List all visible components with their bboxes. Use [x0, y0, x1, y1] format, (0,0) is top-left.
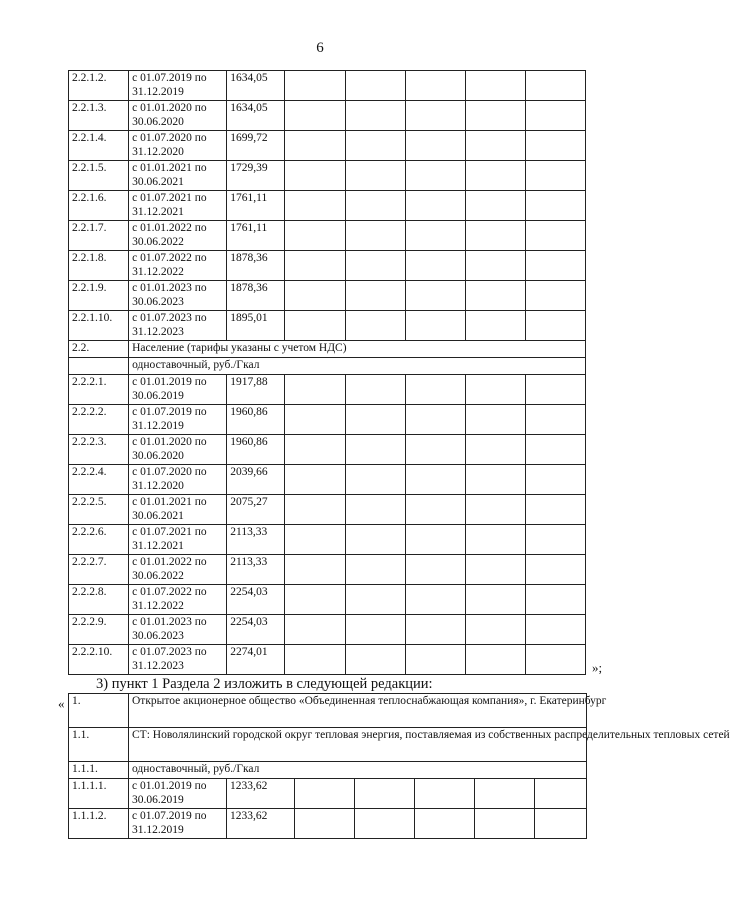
empty-cell: [285, 495, 345, 525]
empty-cell: [465, 375, 525, 405]
empty-cell: [405, 191, 465, 221]
period-cell: [129, 435, 227, 465]
empty-cell: [345, 71, 405, 101]
empty-cell: [295, 809, 355, 839]
row-code: 2.2.1.8.: [69, 251, 129, 281]
closing-quote-mark: »;: [592, 660, 603, 675]
empty-cell: [475, 779, 535, 809]
table-row: [69, 762, 587, 779]
table-row: [69, 615, 586, 645]
tariff-value: 1233,62: [227, 779, 295, 809]
empty-cell: [285, 131, 345, 161]
empty-cell: [405, 585, 465, 615]
empty-cell: [345, 251, 405, 281]
table-row: [69, 809, 587, 839]
period-end: 30.06.2022: [132, 235, 184, 248]
empty-cell: [475, 809, 535, 839]
period-cell: [129, 585, 227, 615]
period-cell: [129, 555, 227, 585]
period-start: с 01.01.2020 по: [132, 102, 207, 114]
empty-cell: [405, 221, 465, 251]
empty-cell: [465, 465, 525, 495]
row-code-empty: [69, 358, 129, 375]
table-row: [69, 694, 587, 728]
empty-cell: [405, 555, 465, 585]
empty-cell: [285, 161, 345, 191]
empty-cell: [405, 435, 465, 465]
empty-cell: [465, 281, 525, 311]
tariff-value: 1960,86: [227, 435, 285, 465]
period-start: с 01.07.2020 по: [132, 132, 207, 144]
period-start: с 01.07.2019 по: [132, 810, 207, 822]
period-cell: [129, 779, 227, 809]
row-code: 1.1.1.: [69, 762, 129, 779]
empty-cell: [525, 161, 585, 191]
table-row: [69, 435, 586, 465]
table-row: [69, 251, 586, 281]
period-start: с 01.01.2023 по: [132, 616, 207, 628]
empty-cell: [465, 525, 525, 555]
row-code: 2.2.2.8.: [69, 585, 129, 615]
tariff-table-section-2: [68, 693, 730, 839]
period-end: 30.06.2022: [132, 569, 184, 582]
empty-cell: [465, 311, 525, 341]
row-code: 2.2.2.6.: [69, 525, 129, 555]
empty-cell: [345, 555, 405, 585]
opening-quote-mark: «: [58, 696, 65, 711]
period-start: с 01.07.2020 по: [132, 466, 207, 478]
empty-cell: [525, 71, 585, 101]
empty-cell: [525, 281, 585, 311]
empty-cell: [405, 251, 465, 281]
empty-cell: [465, 405, 525, 435]
tariff-value: 2075,27: [227, 495, 285, 525]
period-start: с 01.07.2023 по: [132, 312, 207, 324]
unit-text: одноставочный, руб./Гкал: [129, 358, 586, 375]
period-cell: [129, 525, 227, 555]
empty-cell: [405, 405, 465, 435]
empty-cell: [525, 251, 585, 281]
empty-cell: [345, 131, 405, 161]
table-row: [69, 281, 586, 311]
empty-cell: [405, 615, 465, 645]
empty-cell: [345, 465, 405, 495]
period-end: 31.12.2019: [132, 419, 184, 432]
empty-cell: [525, 131, 585, 161]
empty-cell: [345, 525, 405, 555]
table-row: [69, 585, 586, 615]
empty-cell: [525, 435, 585, 465]
empty-cell: [295, 779, 355, 809]
empty-cell: [465, 221, 525, 251]
row-code: 2.2.1.5.: [69, 161, 129, 191]
empty-cell: [525, 615, 585, 645]
empty-cell: [285, 525, 345, 555]
table-row: [69, 221, 586, 251]
period-end: 31.12.2023: [132, 325, 184, 338]
row-code: 2.2.2.10.: [69, 645, 129, 675]
table-row: [69, 779, 587, 809]
section-text: Население (тарифы указаны с учетом НДС): [129, 341, 586, 358]
empty-cell: [285, 311, 345, 341]
empty-cell: [465, 161, 525, 191]
period-end: 31.12.2019: [132, 823, 184, 836]
amendment-instruction: 3) пункт 1 Раздела 2 изложить в следующей редакции:: [96, 676, 433, 692]
row-code: 2.2.2.7.: [69, 555, 129, 585]
period-end: 30.06.2021: [132, 509, 184, 522]
empty-cell: [525, 645, 585, 675]
period-end: 30.06.2023: [132, 295, 184, 308]
page-number: 6: [316, 40, 324, 56]
row-code: 1.: [69, 694, 129, 728]
empty-cell: [465, 555, 525, 585]
period-cell: [129, 465, 227, 495]
unit-text: одноставочный, руб./Гкал: [129, 762, 587, 779]
tariff-value: 1960,86: [227, 405, 285, 435]
empty-cell: [345, 191, 405, 221]
period-start: с 01.01.2019 по: [132, 376, 207, 388]
empty-cell: [355, 779, 415, 809]
empty-cell: [415, 779, 475, 809]
empty-cell: [465, 585, 525, 615]
period-start: с 01.01.2021 по: [132, 162, 207, 174]
tariff-value: 1233,62: [227, 809, 295, 839]
empty-cell: [285, 375, 345, 405]
empty-cell: [525, 221, 585, 251]
period-start: с 01.07.2019 по: [132, 72, 207, 84]
period-end: 30.06.2019: [132, 793, 184, 806]
period-cell: [129, 495, 227, 525]
empty-cell: [465, 101, 525, 131]
row-code: 2.2.2.1.: [69, 375, 129, 405]
period-cell: [129, 101, 227, 131]
empty-cell: [285, 435, 345, 465]
empty-cell: [285, 191, 345, 221]
period-cell: [129, 405, 227, 435]
row-code: 1.1.1.2.: [69, 809, 129, 839]
empty-cell: [345, 585, 405, 615]
period-cell: [129, 809, 227, 839]
empty-cell: [405, 645, 465, 675]
empty-cell: [405, 101, 465, 131]
period-end: 30.06.2020: [132, 449, 184, 462]
tariff-value: 2274,01: [227, 645, 285, 675]
tariff-value: 1895,01: [227, 311, 285, 341]
row-code: 2.2.2.3.: [69, 435, 129, 465]
tariff-value: 1761,11: [227, 221, 285, 251]
empty-cell: [465, 495, 525, 525]
period-start: с 01.01.2021 по: [132, 496, 207, 508]
empty-cell: [415, 809, 475, 839]
empty-cell: [525, 525, 585, 555]
empty-cell: [535, 779, 587, 809]
table-row: [69, 555, 586, 585]
table-row: [69, 191, 586, 221]
empty-cell: [405, 281, 465, 311]
empty-cell: [345, 495, 405, 525]
empty-cell: [285, 251, 345, 281]
empty-cell: [345, 101, 405, 131]
row-code: 2.2.1.4.: [69, 131, 129, 161]
empty-cell: [405, 495, 465, 525]
period-start: с 01.07.2023 по: [132, 646, 207, 658]
st-text: СТ: Новолялинский городской округ тепловая энергия, поставляемая из собственных распределительных тепловых сетей: [129, 728, 587, 762]
empty-cell: [535, 809, 587, 839]
tariff-value: 1878,36: [227, 281, 285, 311]
table-row: [69, 341, 586, 358]
period-end: 31.12.2021: [132, 205, 184, 218]
empty-cell: [465, 131, 525, 161]
empty-cell: [405, 311, 465, 341]
tariff-value: 1634,05: [227, 101, 285, 131]
period-cell: [129, 71, 227, 101]
tariff-value: 1917,88: [227, 375, 285, 405]
period-end: 31.12.2020: [132, 479, 184, 492]
empty-cell: [285, 645, 345, 675]
period-cell: [129, 311, 227, 341]
empty-cell: [465, 645, 525, 675]
table-row: [69, 405, 586, 435]
empty-cell: [525, 311, 585, 341]
period-end: 31.12.2022: [132, 265, 184, 278]
empty-cell: [525, 585, 585, 615]
row-code: 2.2.1.2.: [69, 71, 129, 101]
table-row: [69, 311, 586, 341]
empty-cell: [285, 555, 345, 585]
table-row: [69, 101, 586, 131]
empty-cell: [285, 221, 345, 251]
row-code: 1.1.1.1.: [69, 779, 129, 809]
empty-cell: [525, 555, 585, 585]
row-code: 2.2.: [69, 341, 129, 358]
period-cell: [129, 161, 227, 191]
empty-cell: [285, 405, 345, 435]
period-start: с 01.07.2021 по: [132, 526, 207, 538]
tariff-value: 2254,03: [227, 615, 285, 645]
period-start: с 01.01.2019 по: [132, 780, 207, 792]
period-end: 31.12.2023: [132, 659, 184, 672]
table-row: [69, 131, 586, 161]
period-end: 30.06.2023: [132, 629, 184, 642]
empty-cell: [285, 585, 345, 615]
empty-cell: [345, 615, 405, 645]
empty-cell: [525, 191, 585, 221]
table-row: [69, 71, 586, 101]
empty-cell: [345, 435, 405, 465]
period-start: с 01.07.2022 по: [132, 252, 207, 264]
table-row: [69, 375, 586, 405]
tariff-value: 1699,72: [227, 131, 285, 161]
row-code: 2.2.1.10.: [69, 311, 129, 341]
tariff-value: 1729,39: [227, 161, 285, 191]
period-start: с 01.01.2020 по: [132, 436, 207, 448]
empty-cell: [285, 101, 345, 131]
empty-cell: [465, 435, 525, 465]
empty-cell: [285, 281, 345, 311]
period-cell: [129, 131, 227, 161]
row-code: 2.2.1.6.: [69, 191, 129, 221]
empty-cell: [525, 405, 585, 435]
empty-cell: [355, 809, 415, 839]
period-end: 31.12.2019: [132, 85, 184, 98]
org-text: Открытое акционерное общество «Объединенная теплоснабжающая компания», г. Екатеринбург: [129, 694, 587, 728]
row-code: 1.1.: [69, 728, 129, 762]
empty-cell: [345, 281, 405, 311]
row-code: 2.2.2.2.: [69, 405, 129, 435]
empty-cell: [285, 465, 345, 495]
empty-cell: [525, 375, 585, 405]
empty-cell: [405, 465, 465, 495]
period-cell: [129, 251, 227, 281]
empty-cell: [405, 375, 465, 405]
period-start: с 01.01.2023 по: [132, 282, 207, 294]
empty-cell: [345, 375, 405, 405]
empty-cell: [465, 615, 525, 645]
row-code: 2.2.2.4.: [69, 465, 129, 495]
row-code: 2.2.1.7.: [69, 221, 129, 251]
empty-cell: [345, 311, 405, 341]
empty-cell: [345, 221, 405, 251]
empty-cell: [465, 71, 525, 101]
empty-cell: [285, 71, 345, 101]
empty-cell: [345, 161, 405, 191]
period-start: с 01.07.2022 по: [132, 586, 207, 598]
row-code: 2.2.1.9.: [69, 281, 129, 311]
empty-cell: [405, 71, 465, 101]
empty-cell: [345, 645, 405, 675]
table-row: [69, 525, 586, 555]
table-row: [69, 495, 586, 525]
period-start: с 01.07.2021 по: [132, 192, 207, 204]
table-row: [69, 161, 586, 191]
table-row: [69, 645, 586, 675]
table-row: [69, 358, 586, 375]
tariff-value: 2254,03: [227, 585, 285, 615]
row-code: 2.2.1.3.: [69, 101, 129, 131]
table-row: [69, 465, 586, 495]
period-end: 31.12.2020: [132, 145, 184, 158]
tariff-value: 1634,05: [227, 71, 285, 101]
period-start: с 01.07.2019 по: [132, 406, 207, 418]
tariff-value: 2039,66: [227, 465, 285, 495]
period-cell: [129, 281, 227, 311]
tariff-value: 2113,33: [227, 555, 285, 585]
period-end: 30.06.2020: [132, 115, 184, 128]
empty-cell: [345, 405, 405, 435]
empty-cell: [465, 191, 525, 221]
empty-cell: [525, 465, 585, 495]
period-cell: [129, 615, 227, 645]
empty-cell: [525, 495, 585, 525]
period-end: 30.06.2019: [132, 389, 184, 402]
period-cell: [129, 221, 227, 251]
empty-cell: [405, 131, 465, 161]
period-start: с 01.01.2022 по: [132, 222, 207, 234]
table-row: [69, 728, 587, 762]
tariff-value: 1761,11: [227, 191, 285, 221]
tariff-value: 2113,33: [227, 525, 285, 555]
period-start: с 01.01.2022 по: [132, 556, 207, 568]
period-end: 31.12.2021: [132, 539, 184, 552]
tariff-table-continued: [68, 70, 586, 675]
empty-cell: [405, 525, 465, 555]
empty-cell: [525, 101, 585, 131]
period-cell: [129, 191, 227, 221]
empty-cell: [285, 615, 345, 645]
tariff-value: 1878,36: [227, 251, 285, 281]
empty-cell: [405, 161, 465, 191]
period-cell: [129, 645, 227, 675]
empty-cell: [465, 251, 525, 281]
row-code: 2.2.2.9.: [69, 615, 129, 645]
period-end: 30.06.2021: [132, 175, 184, 188]
row-code: 2.2.2.5.: [69, 495, 129, 525]
period-cell: [129, 375, 227, 405]
period-end: 31.12.2022: [132, 599, 184, 612]
